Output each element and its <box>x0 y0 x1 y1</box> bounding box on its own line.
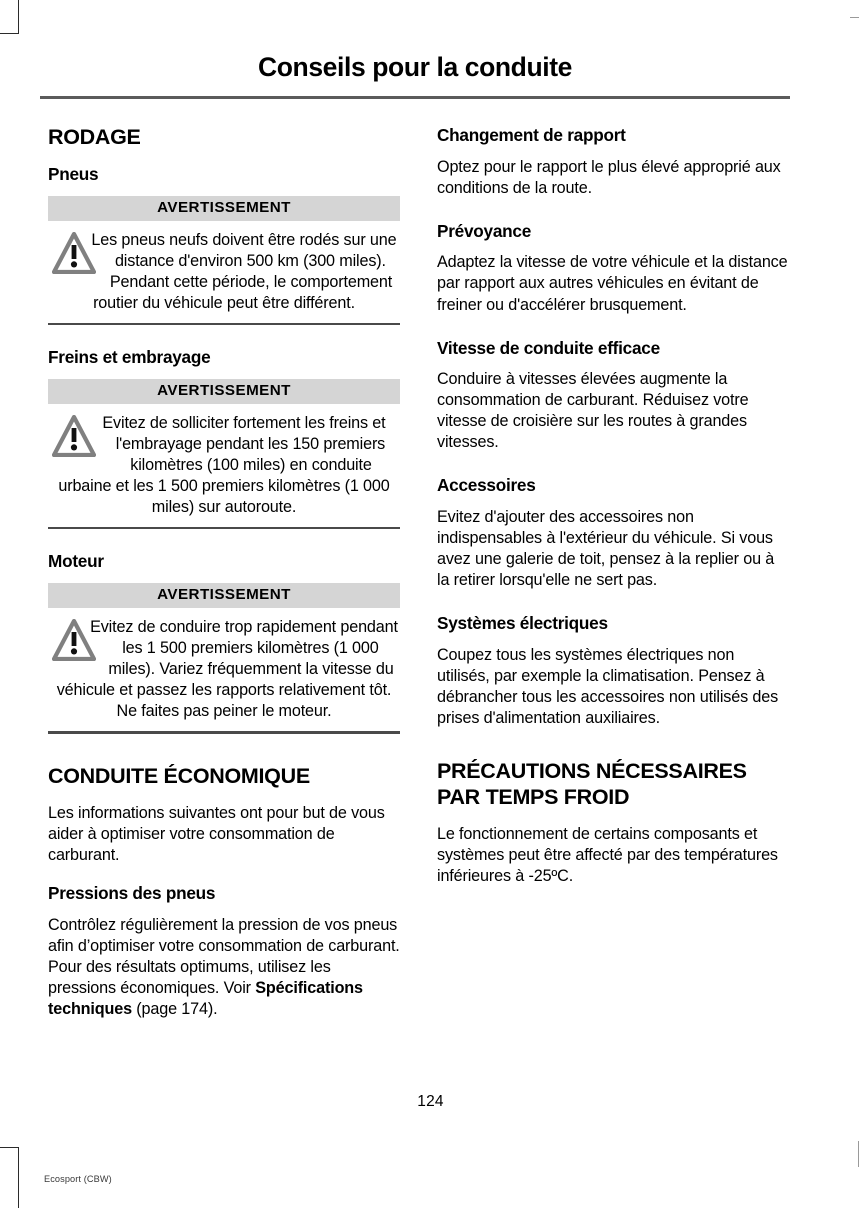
warning-block-tires <box>48 196 400 325</box>
gear-change-text: Optez pour le rapport le plus élevé approprié aux conditions de la route. <box>437 157 781 197</box>
tire-pressure-text-before: Contrôlez régulièrement la pression de vos pneus afin d’optimiser votre consommation de carburant. Pour des résultats optimums, utilisez les pressions économiques. Voir <box>48 915 400 997</box>
left-column <box>48 125 400 1037</box>
page-number: 124 <box>417 1093 444 1110</box>
warning-text: Evitez de solliciter fortement les freins et l'embrayage pendant les 150 premiers kilomètres (100 miles) en conduite urbaine et les 1 500 premiers kilomètres (1 000 miles) sur autoroute. <box>58 413 390 517</box>
subsection-heading-accessoires: Accessoires <box>437 475 536 496</box>
warning-body <box>48 404 400 518</box>
warning-separator-rule <box>48 731 400 733</box>
subsection-heading-systemes-electriques: Systèmes électriques <box>437 613 608 634</box>
header-rule <box>40 96 790 99</box>
subsection-heading-prevoyance: Prévoyance <box>437 220 532 241</box>
warning-body <box>48 608 400 722</box>
subsection-heading-pressions-des-pneus: Pressions des pneus <box>48 883 216 904</box>
electrical-text: Coupez tous les systèmes électriques non utilisés, par exemple la climatisation. Pensez à débrancher tous les accessoires non utilisés des prises d'alimentation auxiliaires. <box>437 646 779 728</box>
section-heading-rodage: RODAGE <box>48 125 141 149</box>
registration-tick-top-right <box>850 17 859 18</box>
section-heading-precautions-temps-froid: PRÉCAUTIONS NÉCESSAIRES PAR TEMPS FROID <box>437 759 747 809</box>
accessories-text: Evitez d'ajouter des accessoires non indispensables à l'extérieur du véhicule. Si vous avez une galerie de toit, pensez à la replier ou à la retirer lorsqu'elle ne sert pas. <box>437 508 775 590</box>
warning-text: Les pneus neufs doivent être rodés sur une distance d'environ 500 km (300 miles). Pendant cette période, le comportement routier du véhicule peut être différent. <box>91 230 397 313</box>
warning-separator-rule <box>48 527 400 529</box>
cross-reference-link[interactable]: Spécifications techniques <box>48 978 363 1018</box>
subsection-heading-pneus: Pneus <box>48 164 99 185</box>
chapter-title: Conseils pour la conduite <box>258 52 572 82</box>
warning-triangle-icon <box>52 415 96 457</box>
warning-label: AVERTISSEMENT <box>48 196 400 221</box>
warning-label: AVERTISSEMENT <box>48 583 400 608</box>
economy-intro-text: Les informations suivantes ont pour but de vous aider à optimiser votre consommation de carburant. <box>48 803 385 865</box>
imprint-label: Ecosport (CBW) <box>44 1174 112 1184</box>
warning-body <box>48 221 400 314</box>
crop-mark-bottom-left <box>0 1147 19 1208</box>
warning-block-engine <box>48 583 400 733</box>
warning-block-brakes <box>48 379 400 529</box>
subsection-heading-changement-de-rapport: Changement de rapport <box>437 125 626 145</box>
right-column <box>437 125 789 904</box>
cold-weather-text: Le fonctionnement de certains composants et systèmes peut être affecté par des températures inférieures à -25ºC. <box>437 824 778 886</box>
warning-text: Evitez de conduire trop rapidement pendant les 1 500 premiers kilomètres (1 000 miles). Variez fréquemment la vitesse du véhicule et passez les rapports relativement tôt. Ne faites pas peiner le moteur. <box>56 618 398 721</box>
subsection-heading-vitesse-efficace: Vitesse de conduite efficace <box>437 337 660 358</box>
subsection-heading-moteur: Moteur <box>48 551 104 572</box>
anticipation-text: Adaptez la vitesse de votre véhicule et la distance par rapport aux autres véhicules en évitant de freiner ou d'accélérer brusquement. <box>437 253 788 314</box>
tire-pressure-text-after: (page 174). <box>131 999 218 1018</box>
registration-tick-bottom-right <box>858 1141 859 1167</box>
crop-mark-top-left <box>0 0 19 34</box>
efficient-speed-text: Conduire à vitesses élevées augmente la consommation de carburant. Réduisez votre vitesse de croisière sur les routes à grandes vitesses. <box>437 370 749 452</box>
warning-triangle-icon <box>52 232 96 274</box>
tire-pressure-text <box>48 915 400 1020</box>
subsection-heading-freins: Freins et embrayage <box>48 347 211 368</box>
warning-separator-rule <box>48 323 400 325</box>
section-heading-conduite-economique: CONDUITE ÉCONOMIQUE <box>48 763 310 788</box>
warning-label: AVERTISSEMENT <box>48 379 400 404</box>
